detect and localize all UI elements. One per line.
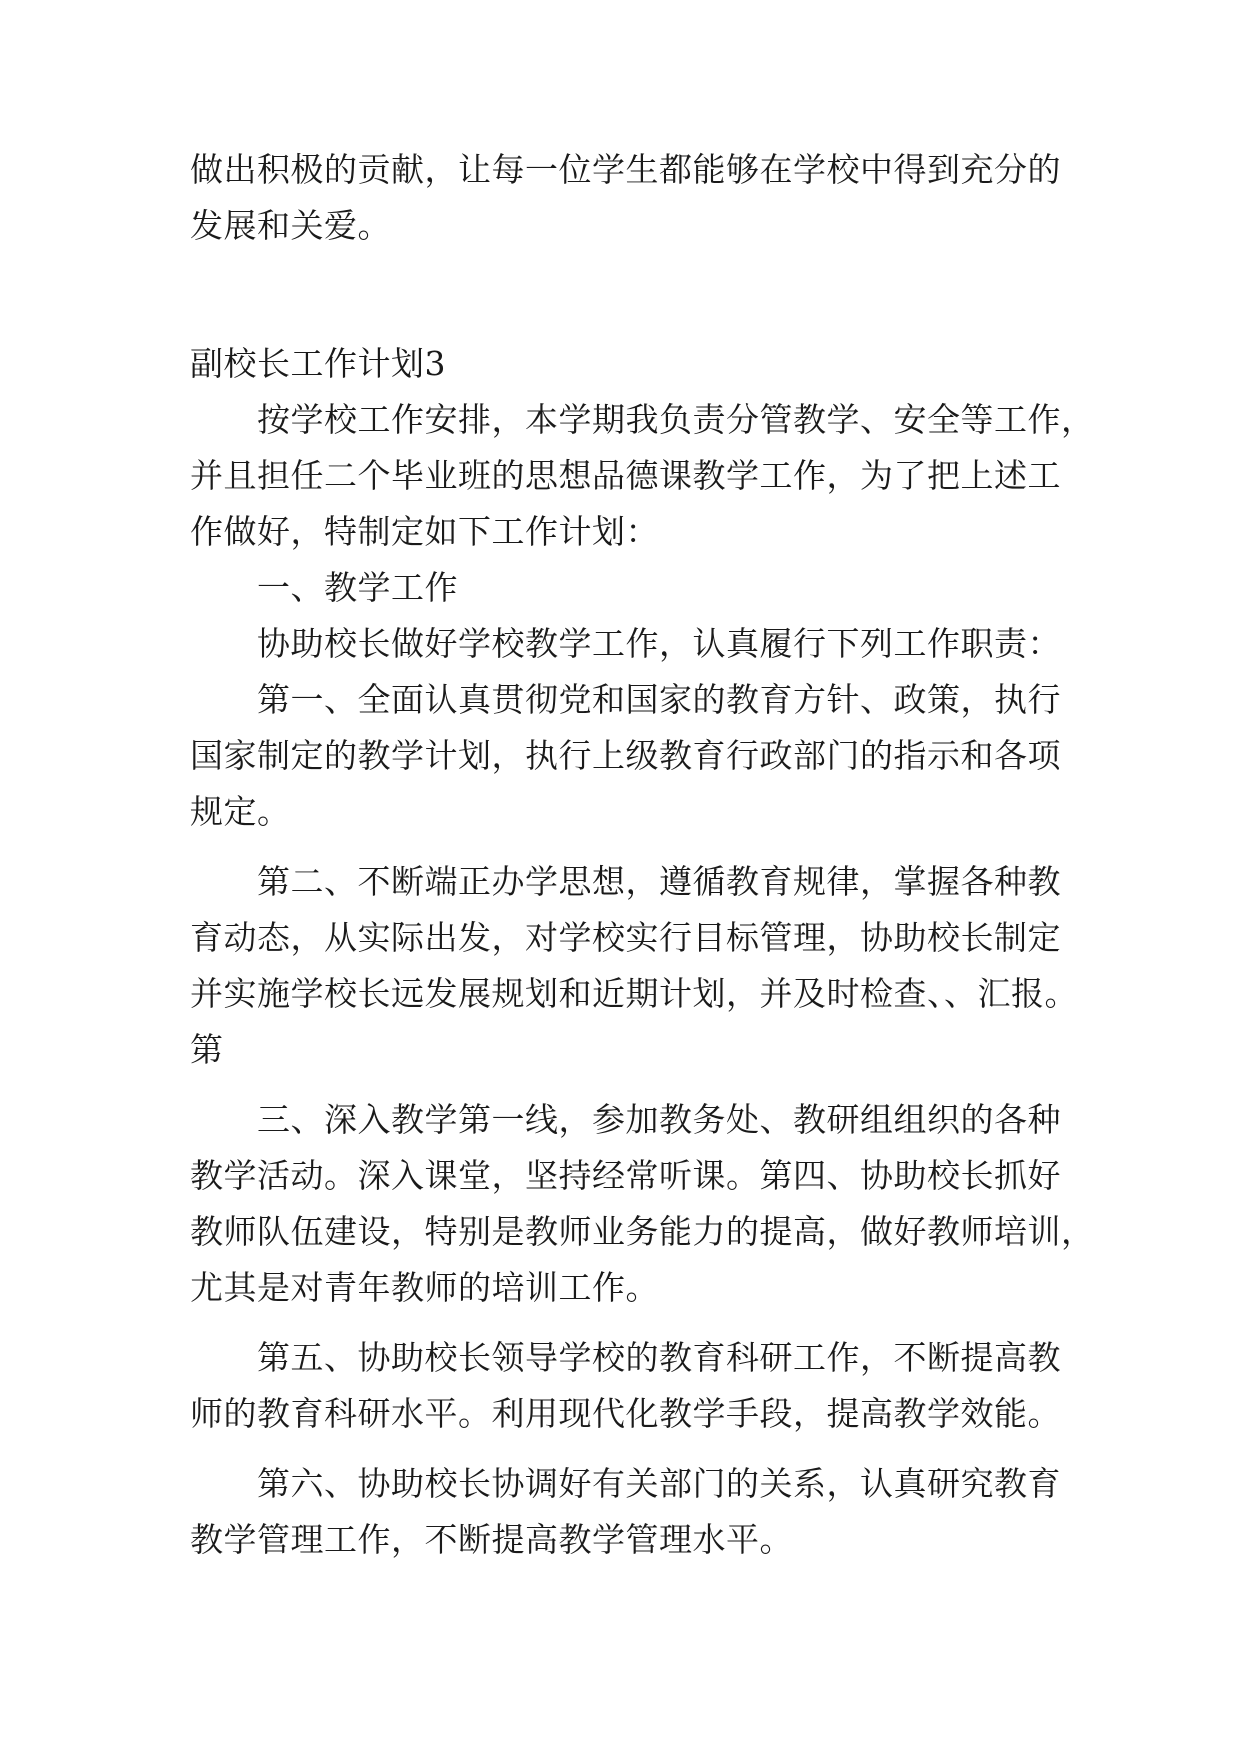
body-line: 第一、全面认真贯彻党和国家的教育方针、政策，执行 [257, 680, 1061, 719]
body-line: 并且担任二个毕业班的思想品德课教学工作，为了把上述工 [190, 456, 1061, 495]
body-line: 第六、协助校长协调好有关部门的关系，认真研究教育 [257, 1464, 1061, 1503]
body-line: 规定。 [190, 792, 291, 831]
body-line: 教师队伍建设，特别是教师业务能力的提高，做好教师培训， [190, 1212, 1095, 1251]
body-line: 第 [190, 1030, 224, 1069]
body-line: 尤其是对青年教师的培训工作。 [190, 1268, 659, 1307]
body-line: 做出积极的贡献，让每一位学生都能够在学校中得到充分的 [190, 150, 1061, 189]
subheading: 一、教学工作 [257, 568, 458, 607]
body-line: 国家制定的教学计划，执行上级教育行政部门的指示和各项 [190, 736, 1061, 775]
body-line: 教学活动。深入课堂，坚持经常听课。第四、协助校长抓好 [190, 1156, 1061, 1195]
body-line: 三、深入教学第一线，参加教务处、教研组组织的各种 [257, 1100, 1061, 1139]
body-line: 师的教育科研水平。利用现代化教学手段，提高教学效能。 [190, 1394, 1061, 1433]
body-line: 第五、协助校长领导学校的教育科研工作，不断提高教 [257, 1338, 1061, 1377]
body-line: 按学校工作安排，本学期我负责分管教学、安全等工作， [257, 400, 1095, 439]
body-line: 协助校长做好学校教学工作，认真履行下列工作职责： [257, 624, 1061, 663]
body-line: 教学管理工作，不断提高教学管理水平。 [190, 1520, 793, 1559]
body-line: 并实施学校长远发展规划和近期计划，并及时检查、、汇报。 [190, 974, 1078, 1013]
body-line: 第二、不断端正办学思想，遵循教育规律，掌握各种教 [257, 862, 1061, 901]
body-line: 发展和关爱。 [190, 206, 391, 245]
body-line: 育动态，从实际出发，对学校实行目标管理，协助校长制定 [190, 918, 1061, 957]
section-title: 副校长工作计划3 [190, 344, 446, 383]
body-line: 作做好，特制定如下工作计划： [190, 512, 659, 551]
